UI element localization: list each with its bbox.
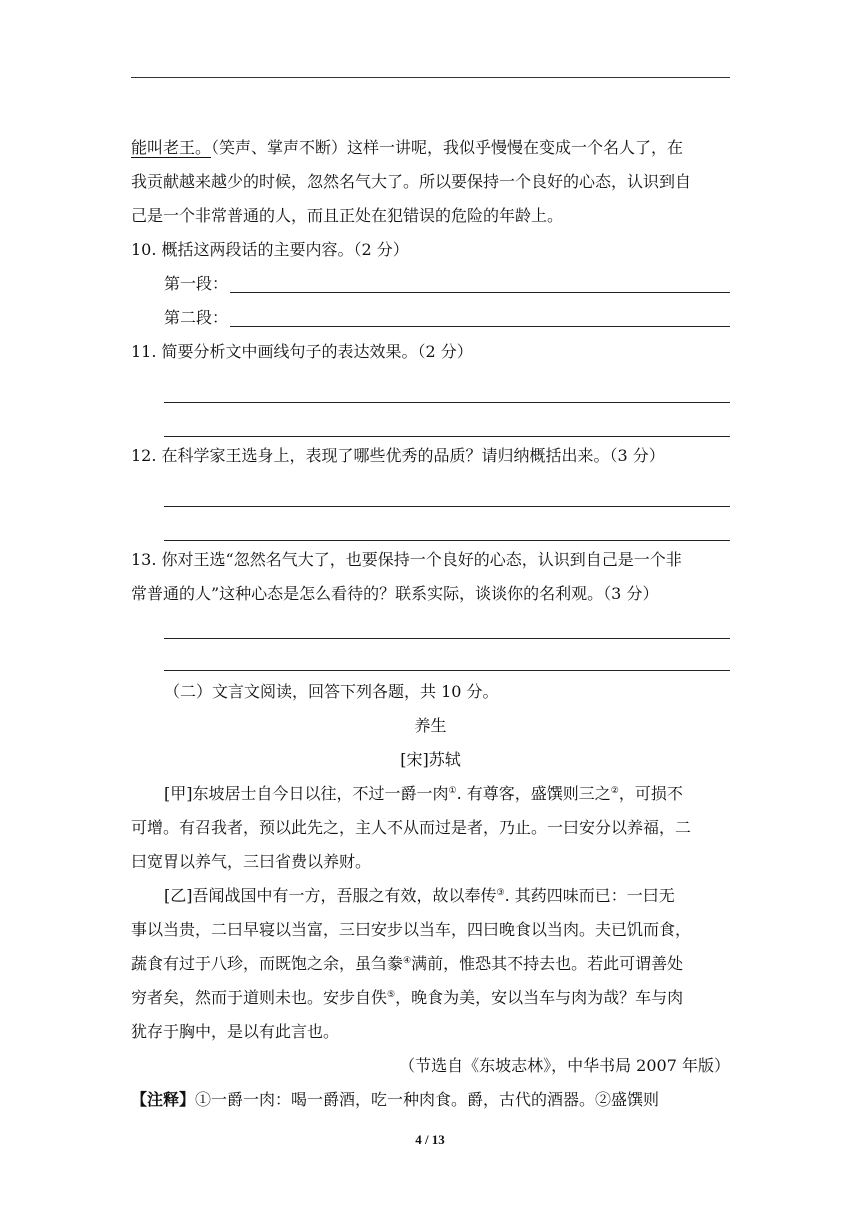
answer-line[interactable]: [164, 507, 730, 541]
passage-line: 犹存于胸中，是以有此言也。: [131, 1022, 340, 1041]
author: [宋]苏轼: [400, 750, 461, 769]
source-citation: （节选自《东坡志林》，中华书局 2007 年版）: [399, 1056, 730, 1075]
answer-blank[interactable]: [230, 292, 730, 293]
passage-line: 我贡献越来越少的时候，忽然名气大了。所以要保持一个良好的心态，认识到自: [131, 172, 692, 191]
answer-line[interactable]: [164, 403, 730, 437]
answer-line[interactable]: [164, 473, 730, 507]
answer-row-para2[interactable]: [131, 301, 730, 335]
section-heading: （二）文言文阅读，回答下列各题，共 10 分。: [164, 682, 499, 701]
annotation: 【注释】①一爵一肉：喝一爵酒，吃一种肉食。爵，古代的酒器。②盛馔则: [131, 1090, 660, 1109]
poem-title: 养生: [414, 716, 447, 735]
question-13-cont: 常普通的人”这种心态是怎么看待的？联系实际，谈谈你的名利观。（3 分）: [131, 584, 659, 603]
answer-label: 第二段：: [164, 308, 229, 327]
passage-line: 可增。有召我者，预以此先之，主人不从而过是者，乃止。一曰安分以养福，二: [131, 818, 692, 837]
question-11: 11. 简要分析文中画线句子的表达效果。（2 分）: [131, 342, 473, 361]
question-13: 13. 你对王选“忽然名气大了，也要保持一个良好的心态，认识到自己是一个非: [131, 550, 682, 569]
answer-line[interactable]: [164, 639, 730, 671]
underlined-sentence: 能叫老王。: [131, 138, 212, 157]
answer-label: 第一段：: [164, 274, 229, 293]
answer-line[interactable]: [164, 611, 730, 639]
passage-line: 曰宽胃以养气，三曰省费以养财。: [131, 852, 372, 871]
answer-row-para1[interactable]: [131, 267, 730, 301]
question-10: 10. 概括这两段话的主要内容。（2 分）: [131, 240, 409, 259]
header-rule: [131, 77, 730, 78]
answer-blank[interactable]: [230, 326, 730, 327]
passage-line: 己是一个非常普通的人，而且正处在犯错误的危险的年龄上。: [131, 206, 564, 225]
passage-line: 蔬食有过于八珍，而既饱之余，虽刍豢④满前，惟恐其不持去也。若此可谓善处: [131, 954, 684, 973]
passage-line: 穷者矣，然而于道则未也。安步自佚⑤，晚食为美，安以当车与肉为哉？车与肉: [131, 988, 684, 1007]
passage-yi: [乙]吾闻战国中有一方，吾服之有效，故以奉传③. 其药四味而已：一曰无: [164, 886, 675, 905]
passage-jia: [甲]东坡居士自今日以往，不过一爵一肉①. 有尊客，盛馔则三之②，可损不: [164, 784, 683, 803]
question-12: 12. 在科学家王选身上，表现了哪些优秀的品质？请归纳概括出来。（3 分）: [131, 446, 665, 465]
annotation-label: 【注释】: [131, 1090, 196, 1109]
page-content: [131, 131, 730, 1117]
page-number: 4 / 13: [415, 1132, 445, 1147]
passage-line: 事以当贵，二曰早寝以当富，三曰安步以当车，四曰晚食以当肉。夫已饥而食，: [131, 920, 692, 939]
answer-line[interactable]: [164, 369, 730, 403]
passage-line: 能叫老王。（笑声、掌声不断）这样一讲呢，我似乎慢慢在变成一个名人了，在: [131, 138, 684, 157]
